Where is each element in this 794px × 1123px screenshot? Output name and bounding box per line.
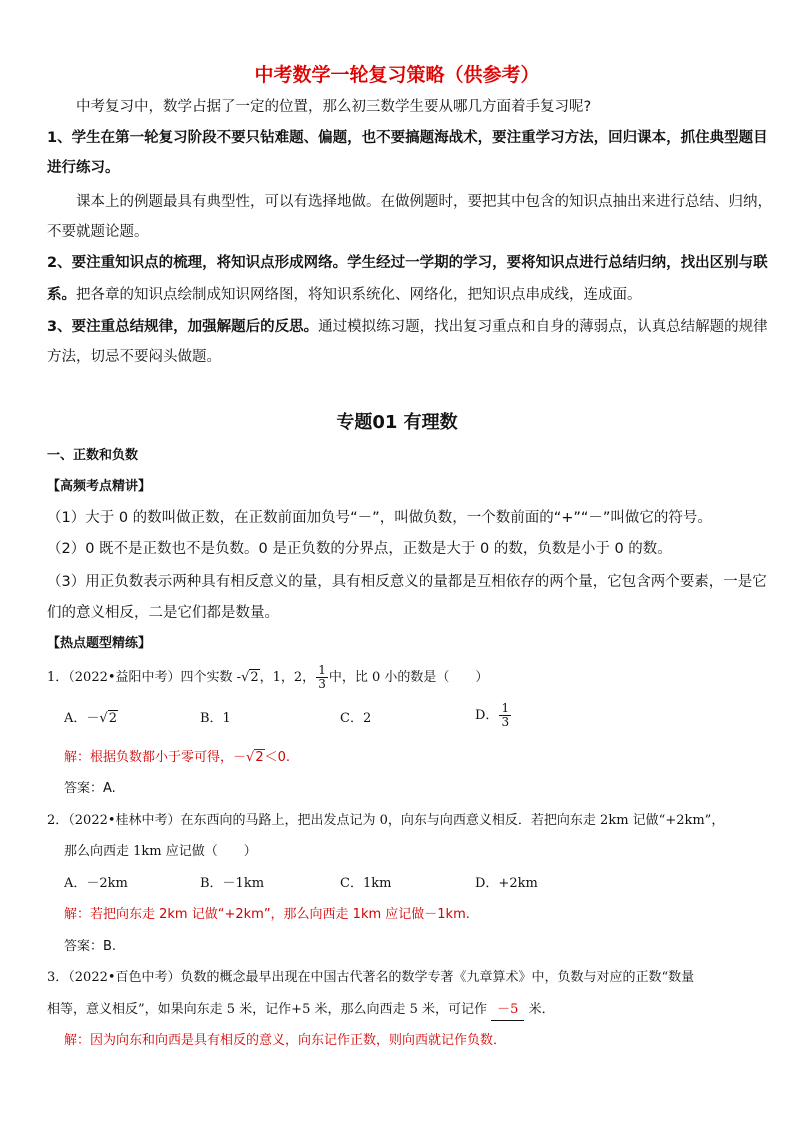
sqrt-symbol: √2 <box>241 670 259 685</box>
fraction: $\frac{1}{3}$ <box>501 701 510 729</box>
strategy-2-line-1: 2、要注重知识点的梳理，将知识点形成网络。学生经过一学期的学习，要将知识点进行总结归纳，找出区别与联 <box>47 255 768 271</box>
fraction: $\frac{1}{3}$ <box>318 663 326 691</box>
q1-stem: 1．（2022•益阳中考）四个实数 -√2，1，2， $\frac{1}{3}$ 中，比 0 小的数是（ ） <box>47 663 489 691</box>
q1-option-b: B．1 <box>200 711 231 726</box>
strategy-1-line-1: 1、学生在第一轮复习阶段不要只钻难题、偏题，也不要搞题海战术，要注重学习方法，回归课本，抓住典型题目 <box>47 130 768 146</box>
strategy-2-detail: 把各章的知识点绘制成知识网络图，将知识系统化、网络化，把知识点串成线，连成面。 <box>76 287 642 303</box>
strategy-1-detail-line-1: 课本上的例题最具有典型性，可以有选择地做。在做例题时，要把其中包含的知识点抽出来进行总结、归纳， <box>76 194 772 210</box>
strategy-3-bold: 3、要注重总结规律，加强解题后的反思。 <box>47 319 319 335</box>
key-point-1: （1）大于 0 的数叫做正数，在正数前面加负号“－”，叫做负数，一个数前面的“+”“－”叫做它的符号。 <box>47 510 712 526</box>
q2-option-d: D．+2km <box>475 876 538 891</box>
sqrt-symbol: √2 <box>246 750 264 765</box>
strategy-2-line-2 <box>47 285 642 305</box>
q2-stem-line-1: 2．（2022•桂林中考）在东西向的马路上，把出发点记为 0，向东与向西意义相反．若把向东走 2km 记做“+2km”， <box>47 813 725 828</box>
strategy-2-bold-tail: 系。 <box>47 287 76 303</box>
q2-option-c: C．1km <box>340 876 392 891</box>
key-points-heading: 【高频考点精讲】 <box>47 479 152 494</box>
q1-option-d: D． $\frac{1}{3}$ <box>475 701 510 729</box>
document-title: 中考数学一轮复习策略（供参考） <box>254 64 540 86</box>
strategy-1-line-2: 进行练习。 <box>47 160 120 176</box>
strategy-3-line-1 <box>47 317 768 337</box>
q1-option-c: C．2 <box>340 711 372 726</box>
q3-stem-line-2: 相等，意义相反”，如果向东走 5 米，记作+5 米，那么向西走 5 米，可记作 －5 米． <box>47 1000 555 1021</box>
hot-questions-heading: 【热点题型精练】 <box>47 636 152 651</box>
q1-solution: 解：根据负数都小于零可得，－√2＜0. <box>64 745 290 771</box>
q2-option-a: A．－2km <box>64 876 128 891</box>
q3-answer-blank: －5 <box>491 1000 524 1021</box>
strategy-3-line-2: 方法，切忌不要闷头做题。 <box>47 349 221 365</box>
key-point-3-line-1: （3）用正负数表示两种具有相反意义的量，具有相反意义的量都是互相依存的两个量，它包含两个要素，一是它 <box>47 574 767 590</box>
q3-stem-line-1: 3．（2022•百色中考）负数的概念最早出现在中国古代著名的数学专著《九章算术》中，负数与对应的正数“数量 <box>47 970 695 985</box>
q2-solution: 解：若把向东走 2km 记做“+2km”，那么向西走 1km 应记做－1km. <box>64 907 470 922</box>
section-heading: 一、正数和负数 <box>47 448 139 463</box>
q2-answer: 答案：B. <box>64 939 117 954</box>
intro-question: 中考复习中，数学占据了一定的位置，那么初三数学生要从哪几方面着手复习呢? <box>76 99 592 115</box>
strategy-3-detail: 通过模拟练习题，找出复习重点和自身的薄弱点，认真总结解题的规律 <box>318 319 768 335</box>
key-point-3-line-2: 们的意义相反，二是它们都是数量。 <box>47 605 279 621</box>
key-point-2: （2）0 既不是正数也不是负数。0 是正负数的分界点，正数是大于 0 的数，负数是小于 0 的数。 <box>47 541 672 557</box>
q2-stem-line-2: 那么向西走 1km 应记做（ ） <box>64 844 257 859</box>
q3-solution: 解：因为向东和向西是具有相反的意义，向东记作正数，则向西就记作负数． <box>64 1033 507 1048</box>
strategy-1-detail-line-2: 不要就题论题。 <box>47 224 149 240</box>
q2-option-b: B．－1km <box>200 876 265 891</box>
topic-title: 专题01 有理数 <box>336 412 458 433</box>
q1-option-a: A．－√2 <box>64 706 118 732</box>
q1-answer: 答案：A. <box>64 781 116 796</box>
sqrt-symbol: √2 <box>99 711 117 726</box>
